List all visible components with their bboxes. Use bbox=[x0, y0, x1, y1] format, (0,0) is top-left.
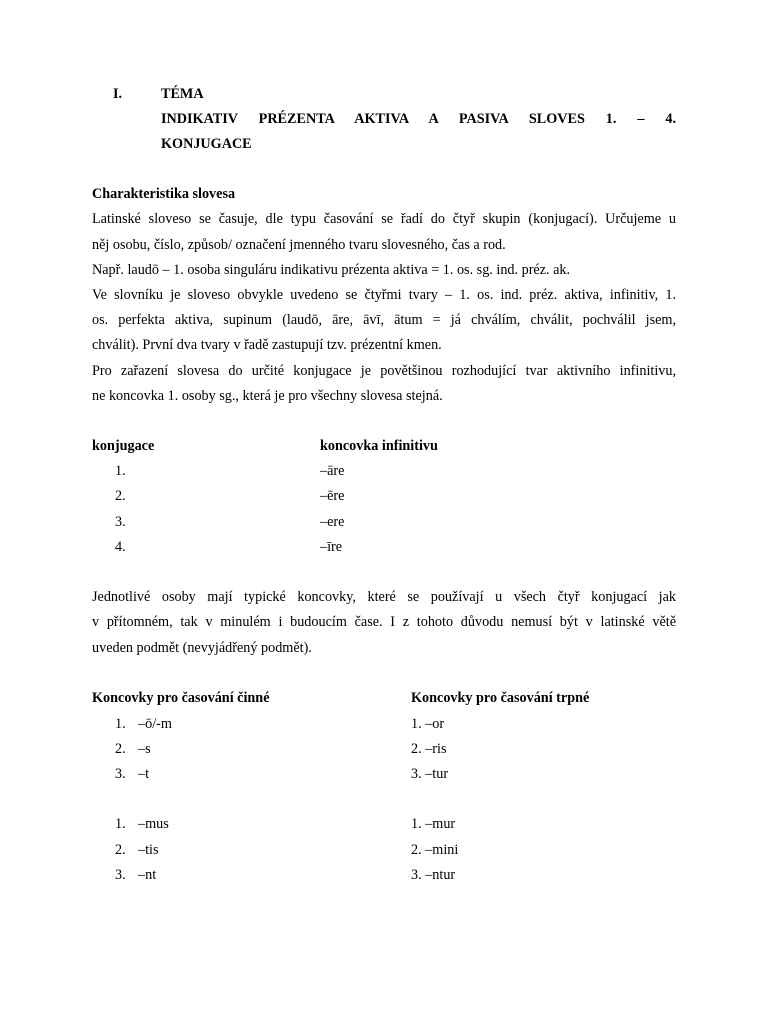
passive-ending: 3. –ntur bbox=[411, 867, 456, 883]
passive-ending: 1. –mur bbox=[411, 816, 456, 832]
section-title: Charakteristika slovesa bbox=[92, 186, 236, 202]
active-ending-num: 1. bbox=[115, 716, 126, 732]
paragraph1-line: Např. laudō – 1. osoba singuláru indikativu prézenta aktiva = 1. os. sg. ind. préz. ak. bbox=[92, 262, 571, 278]
active-ending-num: 3. bbox=[115, 867, 126, 883]
active-ending: –s bbox=[138, 741, 151, 757]
active-ending-num: 3. bbox=[115, 766, 126, 782]
passive-ending: 1. –or bbox=[411, 716, 445, 732]
tema-label: TÉMA bbox=[161, 86, 204, 102]
passive-ending: 3. –tur bbox=[411, 766, 449, 782]
passive-ending: 2. –mini bbox=[411, 842, 459, 858]
active-ending-num: 1. bbox=[115, 816, 126, 832]
passive-endings-header: Koncovky pro časování trpné bbox=[411, 690, 590, 706]
roman-numeral: I. bbox=[113, 86, 123, 102]
paragraph1-line: něj osobu, číslo, způsob/ označení jmenného tvaru slovesného, čas a rod. bbox=[92, 237, 506, 253]
paragraph2-line: uveden podmět (nevyjádřený podmět). bbox=[92, 640, 312, 656]
paragraph2-line: Jednotlivé osoby mají typické koncovky, které se používají u všech čtyř konjugací jak bbox=[92, 589, 676, 605]
paragraph2-line: v přítomném, tak v minulém i budoucím čase. I z tohoto důvodu nemusí být v latinské větě bbox=[92, 614, 676, 630]
passive-ending: 2. –ris bbox=[411, 741, 447, 757]
title-line-1: INDIKATIV PRÉZENTA AKTIVA A PASIVA SLOVES 1. – 4. bbox=[161, 111, 676, 127]
paragraph1-line: Latinské sloveso se časuje, dle typu časování se řadí do čtyř skupin (konjugací). Určujeme u bbox=[92, 211, 676, 227]
paragraph1-line: os. perfekta aktiva, supinum (laudō, āre, āvī, ātum = já chválím, chválit, pochválil jsem, bbox=[92, 312, 676, 328]
active-ending: –mus bbox=[138, 816, 169, 832]
active-ending: –ō/-m bbox=[138, 716, 172, 732]
conj-row-num: 3. bbox=[115, 514, 126, 530]
active-ending: –nt bbox=[138, 867, 157, 883]
active-endings-header: Koncovky pro časování činné bbox=[92, 690, 270, 706]
active-ending: –tis bbox=[138, 842, 159, 858]
conj-row-num: 4. bbox=[115, 539, 126, 555]
active-ending: –t bbox=[138, 766, 150, 782]
paragraph1-line: ne koncovka 1. osoby sg., která je pro všechny slovesa stejná. bbox=[92, 388, 443, 404]
conj-row-num: 1. bbox=[115, 463, 126, 479]
conj-row-num: 2. bbox=[115, 488, 126, 504]
conj-row-ending: –īre bbox=[320, 539, 343, 555]
paragraph1-line: Pro zařazení slovesa do určité konjugace je povětšinou rozhodující tvar aktivního infinitivu, bbox=[92, 363, 676, 379]
conj-col2-header: koncovka infinitivu bbox=[320, 438, 438, 454]
conj-row-ending: –āre bbox=[320, 463, 345, 479]
conj-row-ending: –ēre bbox=[320, 488, 345, 504]
active-ending-num: 2. bbox=[115, 842, 126, 858]
conj-col1-header: konjugace bbox=[92, 438, 155, 454]
conj-row-ending: –ere bbox=[320, 514, 345, 530]
paragraph1-line: chválit). První dva tvary v řadě zastupují tzv. prézentní kmen. bbox=[92, 337, 442, 353]
paragraph1-line: Ve slovníku je sloveso obvykle uvedeno se čtyřmi tvary – 1. os. ind. préz. aktiva, infinitiv, 1. bbox=[92, 287, 676, 303]
active-ending-num: 2. bbox=[115, 741, 126, 757]
title-line-2: KONJUGACE bbox=[161, 136, 252, 152]
